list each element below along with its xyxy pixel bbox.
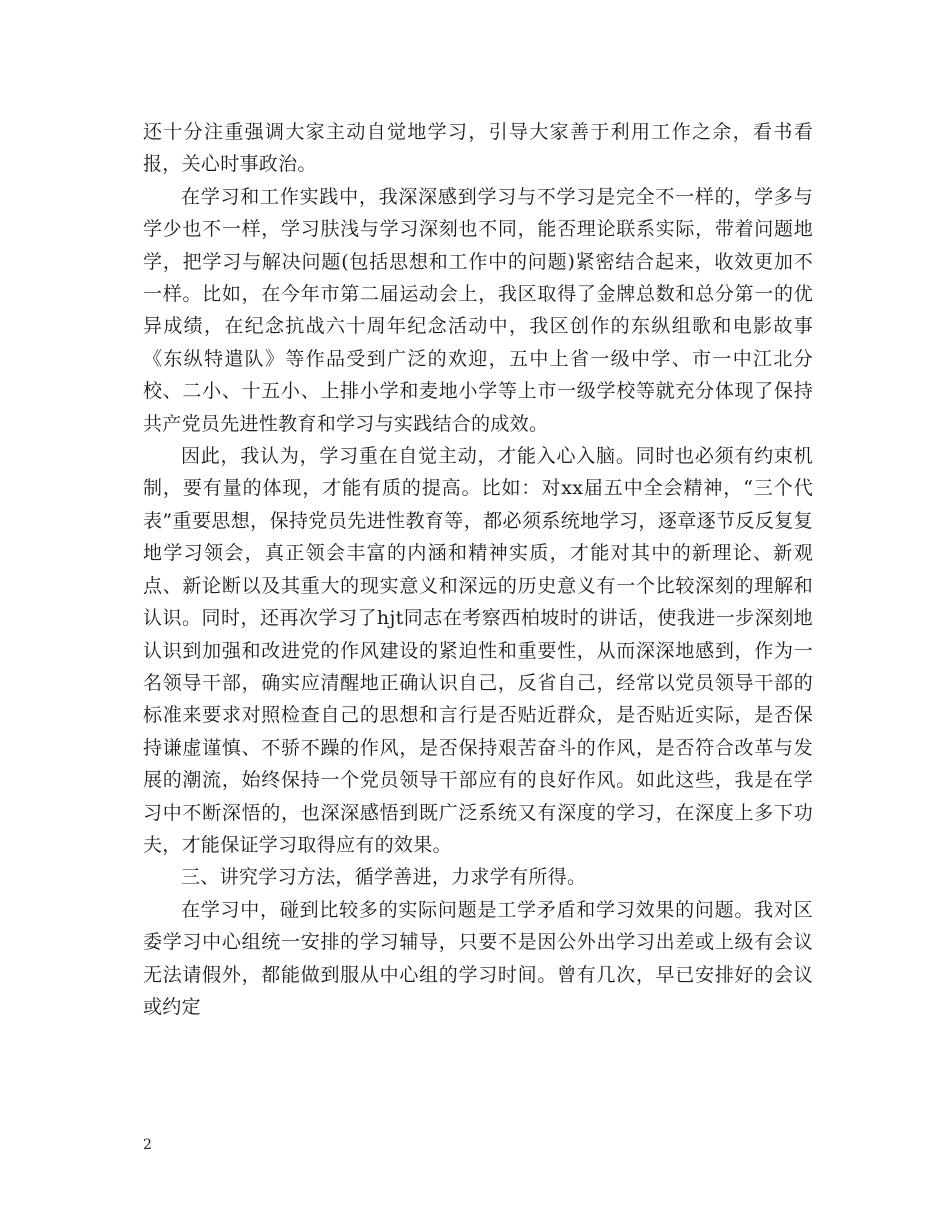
paragraph-practice: 在学习和工作实践中，我深深感到学习与不学习是完全不一样的，学多与学少也不一样，学习肤浅与学习深刻也不同，能否理论联系实际，带着问题地学，把学习与解决问题(包括思想和工作中的问题)紧密结合起来，收效更加不一样。比如，在今年市第二届运动会上，我区取得了金牌总数和总分第一的优异成绩，在纪念抗战六十周年纪念活动中，我区创作的东纵组歌和电影故事《东纵特遣队》等作品受到广泛的欢迎，五中上省一级中学、市一中江北分校、二小、十五小、上排小学和麦地小学等上市一级学校等就充分体现了保持共产党员先进性教育和学习与实践结合的成效。 bbox=[143, 185, 813, 435]
paragraph-therefore: 因此，我认为，学习重在自觉主动，才能入心入脑。同时也必须有约束机制，要有量的体现，才能有质的提高。比如：对xx届五中全会精神，“三个代表”重要思想，保持党员先进性教育等，都必须系统地学习，逐章逐节反反复复地学习领会，真正领会丰富的内涵和精神实质，才能对其中的新理论、新观点、新论断以及其重大的现实意义和深远的历史意义有一个比较深刻的理解和认识。同时，还再次学习了hjt同志在考察西柏坡时的讲话，使我进一步深刻地认识到加强和改进党的作风建设的紧迫性和重要性，从而深深地感到，作为一名领导干部，确实应清醒地正确认识自己，反省自己，经常以党员领导干部的标准来要求对照检查自己的思想和言行是否贴近群众，是否贴近实际，是否保持谦虚谨慎、不骄不躁的作风，是否保持艰苦奋斗的作风，是否符合改革与发展的潮流，始终保持一个党员领导干部应有的良好作风。如此这些，我是在学习中不断深悟的，也深深感悟到既广泛系统又有深度的学习，在深度上多下功夫，才能保证学习取得应有的效果。 bbox=[143, 445, 813, 856]
section-heading-three: 三、讲究学习方法，循学善进，力求学有所得。 bbox=[181, 866, 587, 889]
body-text bbox=[143, 116, 813, 1023]
paragraph-continuation: 还十分注重强调大家主动自觉地学习，引导大家善于利用工作之余，看书看报，关心时事政治。 bbox=[143, 121, 813, 176]
paragraph-in-study: 在学习中，碰到比较多的实际问题是工学矛盾和学习效果的问题。我对区委学习中心组统一安排的学习辅导，只要不是因公外出学习出差或上级有会议无法请假外，都能做到服从中心组的学习时间。曾有几次，早已安排好的会议或约定 bbox=[143, 898, 813, 1018]
page-number: 2 bbox=[143, 1137, 152, 1153]
